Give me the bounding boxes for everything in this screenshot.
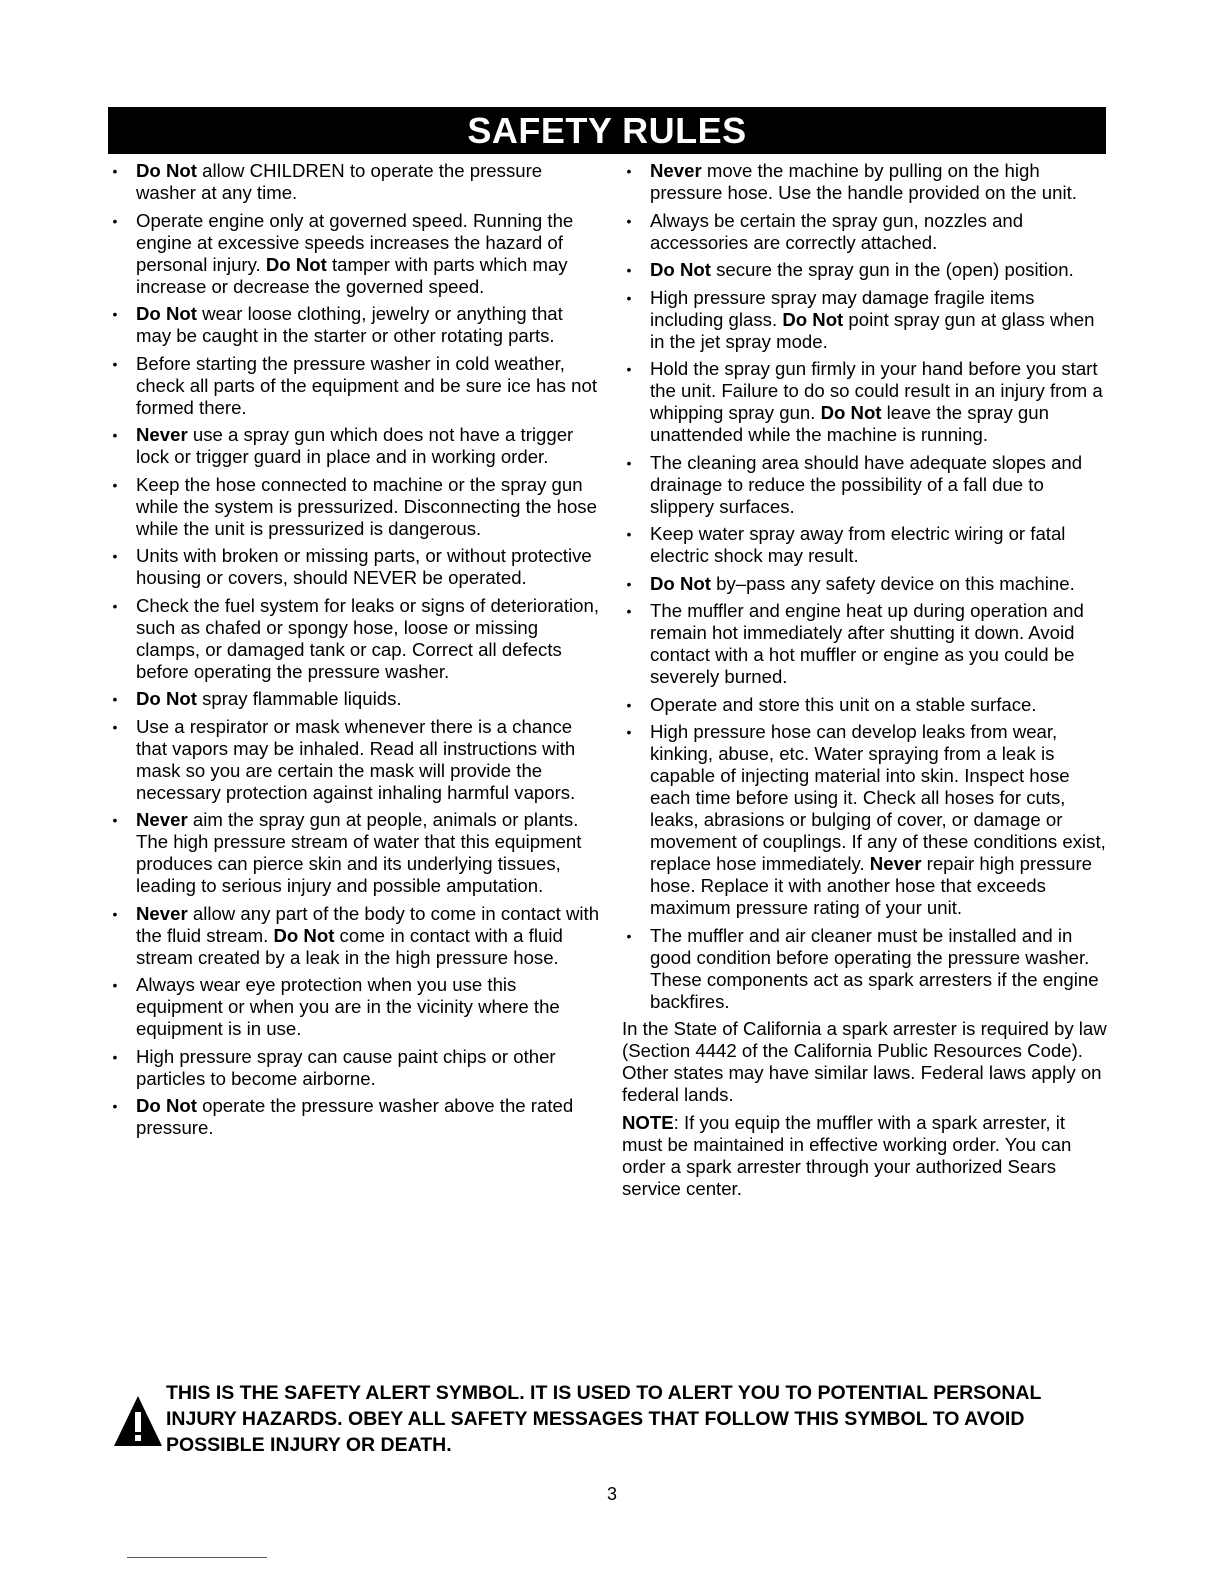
rule-item [108,210,600,298]
rule-text: Units with broken or missing parts, or without protective housing or covers, should NEVER be operated. [136,545,592,588]
left-rules-list [108,160,600,1139]
bullet-icon: • [626,262,632,278]
bullet-icon: • [112,977,118,993]
rule-text: allow CHILDREN to operate the pressure washer at any time. [136,160,543,203]
bullet-icon: • [112,1048,118,1065]
bullet-icon: • [626,454,632,471]
rule-text: Keep water spray away from electric wiring or fatal electric shock may result. [650,523,1066,566]
left-column [108,160,600,1145]
bullet-icon: • [112,427,118,443]
rule-text: Operate engine only at governed speed. Running the engine at excessive speeds increases the hazard of personal injury. [136,209,574,275]
bullet-icon: • [626,575,632,592]
bullet-icon: • [112,812,118,828]
rule-emphasis: Do Not [136,160,197,181]
rule-item [108,1046,600,1090]
rule-item [108,974,600,1040]
rule-emphasis: Do Not [265,253,327,275]
rule-emphasis: Do Not [136,303,197,324]
rule-text: repair high pressure hose. Replace it with another hose that exceeds maximum pressure rating of your unit. [650,853,1093,918]
rule-item [622,721,1110,919]
rule-text: High pressure spray can cause paint chips or other particles to become airborne. [136,1045,556,1089]
rule-text: Hold the spray gun firmly in your hand before you start the unit. Failure to do so could result in an injury from a whipping spray gun. [650,358,1103,423]
rule-text: High pressure spray may damage fragile items including glass. [650,286,1035,330]
note-text: : If you equip the muffler with a spark arrester, it must be maintained in effective working order. You can order a spark arrester through your authorized Sears service center. [622,1112,1072,1199]
rule-text: spray flammable liquids. [196,688,402,709]
bullet-icon: • [112,212,118,229]
rule-item [108,595,600,683]
rule-text: The cleaning area should have adequate slopes and drainage to reduce the possibility of a fall due to slippery surfaces. [650,451,1083,517]
safety-alert-text: THIS IS THE SAFETY ALERT SYMBOL. IT IS USED TO ALERT YOU TO POTENTIAL PERSONAL INJURY HAZARDS. OBEY ALL SAFETY MESSAGES THAT FOLLOW THIS SYMBOL TO AVOID POSSIBLE INJURY OR DEATH. [166,1382,1042,1456]
safety-alert [112,1380,1112,1458]
bullet-icon: • [626,696,632,713]
rule-emphasis: Do Not [820,402,882,423]
note-label: NOTE [622,1112,674,1133]
page-title: SAFETY RULES [467,109,747,151]
rule-item [108,353,600,419]
rule-item [108,424,600,468]
right-column [622,160,1110,1206]
rule-emphasis: Do Not [136,1095,197,1116]
rule-text: Always wear eye protection when you use this equipment or when you are in the vicinity where the equipment is in use. [136,974,560,1039]
rule-item [622,160,1110,204]
rule-text: point spray gun at glass when in the jet spray mode. [650,308,1095,352]
rule-emphasis: Never [136,424,188,445]
rule-item [108,474,600,540]
rule-text: use a spray gun which does not have a trigger lock or trigger guard in place and in working order. [136,424,574,467]
california-paragraph: In the State of California a spark arrester is required by law (Section 4442 of the California Public Resources Code). Other states may have similar laws. Federal laws apply on federal lands. [622,1018,1107,1105]
bullet-icon: • [112,718,118,735]
bullet-icon: • [112,548,118,564]
bullet-icon: • [626,927,632,944]
rule-text: move the machine by pulling on the high pressure hose. Use the handle provided on the unit. [650,160,1077,203]
bullet-icon: • [112,597,118,614]
rule-text: secure the spray gun in the (open) position. [710,259,1074,280]
rule-text: Operate and store this unit on a stable surface. [650,693,1037,715]
rule-item [622,573,1110,595]
rule-item [622,600,1110,688]
header-bar [108,107,1106,154]
rule-item [622,259,1110,281]
rule-text: allow any part of the body to come in contact with the fluid stream. [136,902,600,946]
rule-item [622,287,1110,353]
rule-item [108,1095,600,1139]
rule-text: High pressure hose can develop leaks from wear, kinking, abuse, etc. Water spraying from a leak is capable of injecting material into skin. Inspect hose each time before using it. Check all hoses for cuts, leaks, abrasions or bulging of cover, or damage or movement of couplings. If any of these conditions exist, replace hose immediately. [650,721,1106,874]
rule-text: The muffler and engine heat up during operation and remain hot immediately after shutting it down. Avoid contact with a hot muffler or engine as you could be severely burned. [650,600,1084,687]
rule-emphasis: Do Not [136,688,197,709]
rule-item [622,694,1110,716]
rule-item [108,903,600,969]
rule-text: leave the spray gun unattended while the machine is running. [650,402,1049,445]
rule-item [108,303,600,347]
rule-item [108,545,600,589]
rule-text: Use a respirator or mask whenever there is a chance that vapors may be inhaled. Read all instructions with mask so you are certain the mask will provide the necessary protection against inhaling harmful vapors. [136,715,576,803]
bullet-icon: • [626,163,632,179]
rule-text: aim the spray gun at people, animals or plants. The high pressure stream of water that this equipment produces can pierce skin and its underlying tissues, leading to serious injury and possible amputation. [136,809,582,896]
rule-text: Check the fuel system for leaks or signs of deterioration, such as chafed or spongy hose, loose or missing clamps, or damaged tank or cap. Correct all defects before operating the pressure washer. [136,594,599,682]
right-rules-list [622,160,1110,1013]
rule-text: Before starting the pressure washer in cold weather, check all parts of the equipment and be sure ice has not formed there. [136,352,597,418]
rule-emphasis: Never [869,853,922,874]
rule-text: operate the pressure washer above the rated pressure. [136,1095,574,1138]
bullet-icon: • [112,691,118,707]
rule-item [622,358,1110,446]
rule-item [108,688,600,710]
rule-item [622,523,1110,567]
bullet-icon: • [626,526,632,542]
rule-emphasis: Do Not [273,924,335,946]
bullet-icon: • [626,361,632,377]
rule-emphasis: Never [136,902,188,924]
bullet-icon: • [626,289,632,306]
bullet-icon: • [626,212,632,229]
rule-text: by–pass any safety device on this machine. [710,572,1075,594]
rule-emphasis: Do Not [782,308,844,330]
rule-item [108,716,600,804]
corner-line [127,1557,267,1558]
bullet-icon: • [112,355,118,372]
bullet-icon: • [112,1098,118,1114]
rule-item [622,452,1110,518]
rule-text: The muffler and air cleaner must be installed and in good condition before operating the pressure washer. These components act as spark arresters if the engine backfires. [650,924,1099,1012]
rule-emphasis: Do Not [650,259,711,280]
rule-item [108,160,600,204]
bullet-icon: • [626,603,632,619]
page-number: 3 [606,1484,617,1504]
rule-text: tamper with parts which may increase or decrease the governed speed. [136,253,568,297]
rule-item [622,210,1110,254]
rule-emphasis: Do Not [650,572,711,594]
rule-item [108,809,600,897]
rule-text: come in contact with a fluid stream created by a leak in the high pressure hose. [136,924,563,968]
rule-text: Always be certain the spray gun, nozzles and accessories are correctly attached. [650,209,1024,253]
warning-triangle-icon [112,1390,164,1450]
rule-emphasis: Never [650,160,702,181]
bullet-icon: • [112,163,118,179]
note-paragraph [622,1112,1110,1200]
bullet-icon: • [112,306,118,322]
bullet-icon: • [112,476,118,493]
rule-item [622,925,1110,1013]
bullet-icon: • [626,724,632,740]
rule-emphasis: Never [136,809,188,830]
bullet-icon: • [112,905,118,922]
rule-text: Keep the hose connected to machine or the spray gun while the system is pressurized. Disconnecting the hose while the unit is pressurized is dangerous. [136,473,597,539]
rule-text: wear loose clothing, jewelry or anything that may be caught in the starter or other rotating parts. [136,303,563,346]
